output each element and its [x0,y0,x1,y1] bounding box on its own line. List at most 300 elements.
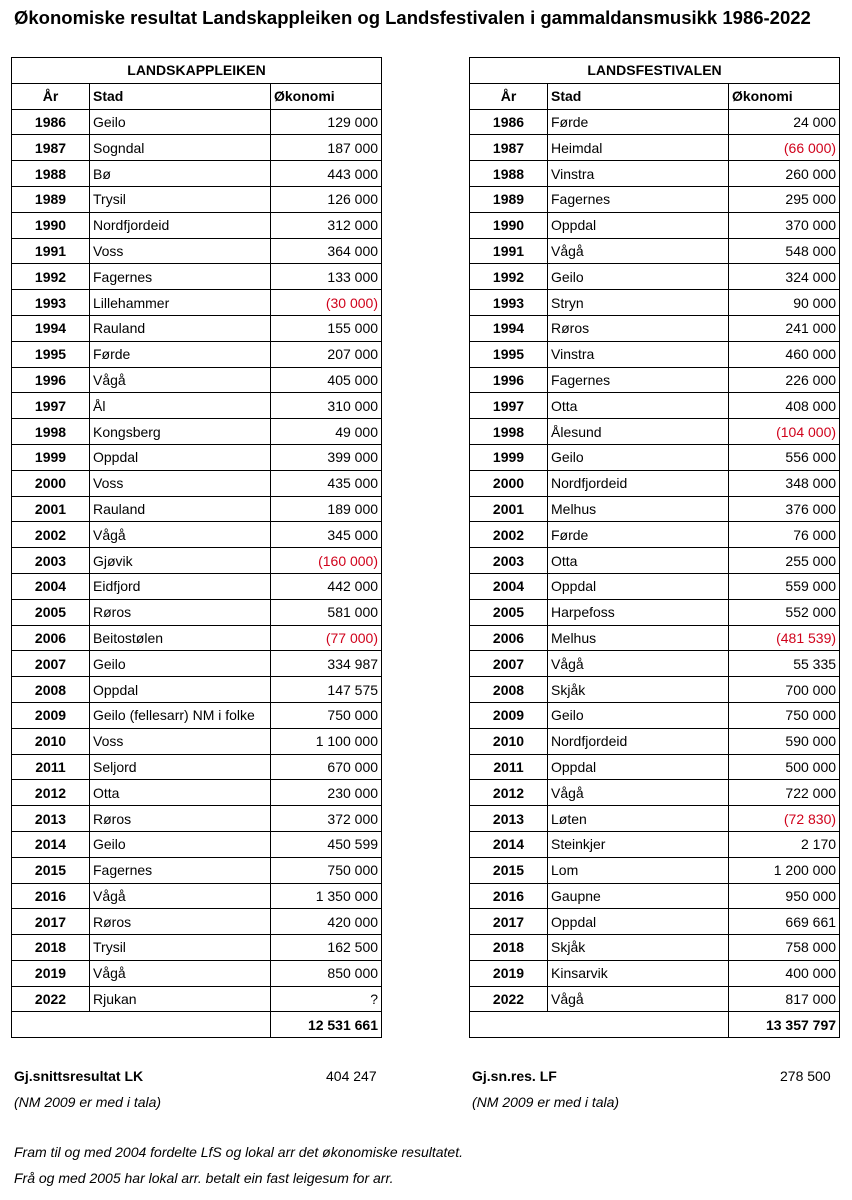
year-cell: 1994 [470,315,548,341]
economy-cell: 129 000 [271,109,382,135]
table-row [470,238,840,264]
year-cell: 1990 [470,212,548,238]
economy-cell: 405 000 [271,367,382,393]
place-cell: Oppdal [548,909,729,935]
table-row [470,986,840,1012]
year-cell: 2000 [470,470,548,496]
economy-cell: 443 000 [271,161,382,187]
place-cell: Rjukan [90,986,271,1012]
year-cell: 1988 [470,161,548,187]
table-row [470,341,840,367]
year-cell: 1995 [470,341,548,367]
footnote-1: Fram til og med 2004 fordelte LfS og lokal arr det økonomiske resultatet. [14,1144,463,1160]
place-cell: Beitostølen [90,625,271,651]
economy-cell: 147 575 [271,677,382,703]
economy-cell: 559 000 [729,573,840,599]
economy-cell: 442 000 [271,573,382,599]
place-cell: Nordfjordeid [548,470,729,496]
place-cell: Steinkjer [548,831,729,857]
place-cell: Voss [90,238,271,264]
place-cell: Løten [548,806,729,832]
landskappleiken-table [11,57,382,1038]
place-cell: Eidfjord [90,573,271,599]
economy-cell: 162 500 [271,935,382,961]
landsfestivalen-table [469,57,840,1038]
economy-cell: 241 000 [729,315,840,341]
year-cell: 1987 [12,135,90,161]
year-cell: 1986 [12,109,90,135]
place-cell: Geilo [90,109,271,135]
place-cell: Voss [90,470,271,496]
table-row [470,419,840,445]
column-header-year: År [470,83,548,109]
table-row [12,857,382,883]
economy-cell: 590 000 [729,728,840,754]
place-cell: Vågå [548,651,729,677]
place-cell: Vågå [548,986,729,1012]
economy-cell: 372 000 [271,806,382,832]
place-cell: Førde [548,109,729,135]
table-row [470,960,840,986]
year-cell: 2007 [12,651,90,677]
economy-cell: 500 000 [729,754,840,780]
year-cell: 1990 [12,212,90,238]
economy-cell: 1 100 000 [271,728,382,754]
year-cell: 2014 [12,831,90,857]
economy-cell: 255 000 [729,548,840,574]
economy-cell: 850 000 [271,960,382,986]
average-value-lf: 278 500 [780,1068,831,1084]
table-row [470,109,840,135]
table-row [12,496,382,522]
economy-cell: 552 000 [729,599,840,625]
table-row [12,444,382,470]
table-row [470,806,840,832]
table-row [470,470,840,496]
place-cell: Geilo [548,264,729,290]
year-cell: 2001 [12,496,90,522]
table-row [12,677,382,703]
economy-cell: 460 000 [729,341,840,367]
year-cell: 1998 [470,419,548,445]
economy-cell: 55 335 [729,651,840,677]
year-cell: 1998 [12,419,90,445]
average-label-lk: Gj.snittsresultat LK [14,1068,144,1084]
economy-cell: 295 000 [729,186,840,212]
economy-cell: 700 000 [729,677,840,703]
table-row [12,419,382,445]
place-cell: Gjøvik [90,548,271,574]
economy-cell: 1 350 000 [271,883,382,909]
table-row [470,780,840,806]
table-row [12,883,382,909]
economy-cell: 230 000 [271,780,382,806]
place-cell: Vågå [90,960,271,986]
economy-cell: 670 000 [271,754,382,780]
place-cell: Førde [90,341,271,367]
place-cell: Heimdal [548,135,729,161]
economy-cell: (72 830) [729,806,840,832]
place-cell: Vågå [90,883,271,909]
place-cell: Otta [548,393,729,419]
table-row [12,341,382,367]
table-row [12,806,382,832]
year-cell: 2022 [470,986,548,1012]
place-cell: Sogndal [90,135,271,161]
place-cell: Fagernes [90,264,271,290]
year-cell: 1989 [470,186,548,212]
table-row [470,186,840,212]
place-cell: Skjåk [548,935,729,961]
economy-cell: 376 000 [729,496,840,522]
economy-cell: 364 000 [271,238,382,264]
economy-cell: 750 000 [729,702,840,728]
table-row [470,135,840,161]
economy-cell: 260 000 [729,161,840,187]
year-cell: 2002 [470,522,548,548]
landskappleiken-heading: LANDSKAPPLEIKEN [12,58,382,84]
economy-cell: 581 000 [271,599,382,625]
table-row [470,522,840,548]
year-cell: 2008 [470,677,548,703]
place-cell: Fagernes [548,367,729,393]
year-cell: 1999 [470,444,548,470]
total-value: 12 531 661 [271,1012,382,1038]
year-cell: 1992 [12,264,90,290]
year-cell: 2004 [12,573,90,599]
economy-cell: 207 000 [271,341,382,367]
economy-cell: 24 000 [729,109,840,135]
place-cell: Vågå [90,522,271,548]
place-cell: Otta [548,548,729,574]
table-row [12,161,382,187]
economy-cell: 548 000 [729,238,840,264]
year-cell: 2007 [470,651,548,677]
year-cell: 2018 [12,935,90,961]
year-cell: 2022 [12,986,90,1012]
economy-cell: 226 000 [729,367,840,393]
table-row [470,754,840,780]
average-label-lf: Gj.sn.res. LF [472,1068,557,1084]
economy-cell: 750 000 [271,857,382,883]
place-cell: Vågå [90,367,271,393]
place-cell: Røros [90,599,271,625]
year-cell: 1986 [470,109,548,135]
table-row [470,857,840,883]
table-row [12,264,382,290]
year-cell: 1988 [12,161,90,187]
table-row [470,677,840,703]
table-row [470,264,840,290]
page-title: Økonomiske resultat Landskappleiken og Landsfestivalen i gammaldansmusikk 1986-2022 [14,7,811,28]
place-cell: Fagernes [90,857,271,883]
economy-cell: 90 000 [729,290,840,316]
table-row [470,444,840,470]
total-label-cell [12,1012,271,1038]
year-cell: 2001 [470,496,548,522]
economy-cell: 950 000 [729,883,840,909]
table-row [12,470,382,496]
column-header-place: Stad [90,83,271,109]
economy-cell: 750 000 [271,702,382,728]
year-cell: 2019 [470,960,548,986]
table-row [12,186,382,212]
table-row [470,393,840,419]
table-row [12,238,382,264]
year-cell: 2012 [12,780,90,806]
table-row [470,935,840,961]
year-cell: 2006 [12,625,90,651]
year-cell: 2017 [470,909,548,935]
economy-cell: 758 000 [729,935,840,961]
place-cell: Geilo [548,702,729,728]
economy-cell: 420 000 [271,909,382,935]
place-cell: Kinsarvik [548,960,729,986]
table-row [12,367,382,393]
economy-cell: 435 000 [271,470,382,496]
note-lk: (NM 2009 er med i tala) [14,1094,162,1110]
table-row [12,135,382,161]
economy-cell: 669 661 [729,909,840,935]
place-cell: Oppdal [548,573,729,599]
table-row [12,573,382,599]
year-cell: 2009 [12,702,90,728]
table-row [470,573,840,599]
total-value: 13 357 797 [729,1012,840,1038]
economy-cell: 370 000 [729,212,840,238]
year-cell: 1992 [470,264,548,290]
table-row [12,909,382,935]
year-cell: 1989 [12,186,90,212]
place-cell: Rauland [90,315,271,341]
year-cell: 1991 [12,238,90,264]
place-cell: Geilo [548,444,729,470]
economy-cell: 155 000 [271,315,382,341]
place-cell: Lillehammer [90,290,271,316]
table-row [12,625,382,651]
place-cell: Oppdal [90,677,271,703]
table-row [470,651,840,677]
year-cell: 2016 [12,883,90,909]
table-row [470,831,840,857]
table-row [470,883,840,909]
year-cell: 2013 [470,806,548,832]
year-cell: 2006 [470,625,548,651]
year-cell: 2018 [470,935,548,961]
economy-cell: (481 539) [729,625,840,651]
column-header-economy: Økonomi [729,83,840,109]
economy-cell: 324 000 [729,264,840,290]
place-cell: Vågå [548,780,729,806]
place-cell: Nordfjordeid [548,728,729,754]
table-row [12,702,382,728]
table-row [12,831,382,857]
year-cell: 2016 [470,883,548,909]
year-cell: 1996 [470,367,548,393]
year-cell: 1993 [470,290,548,316]
economy-cell: 334 987 [271,651,382,677]
economy-cell: 556 000 [729,444,840,470]
place-cell: Bø [90,161,271,187]
place-cell: Røros [548,315,729,341]
year-cell: 2000 [12,470,90,496]
economy-cell: 312 000 [271,212,382,238]
year-cell: 2015 [12,857,90,883]
place-cell: Kongsberg [90,419,271,445]
table-row [12,728,382,754]
place-cell: Skjåk [548,677,729,703]
economy-cell: 126 000 [271,186,382,212]
place-cell: Røros [90,806,271,832]
table-row [470,290,840,316]
economy-cell: (77 000) [271,625,382,651]
economy-cell: (66 000) [729,135,840,161]
table-row [12,290,382,316]
economy-cell: 76 000 [729,522,840,548]
year-cell: 1997 [12,393,90,419]
year-cell: 2010 [12,728,90,754]
table-row [470,315,840,341]
economy-cell: ? [271,986,382,1012]
year-cell: 2003 [470,548,548,574]
table-row [470,367,840,393]
year-cell: 1994 [12,315,90,341]
economy-cell: (30 000) [271,290,382,316]
year-cell: 2002 [12,522,90,548]
year-cell: 2003 [12,548,90,574]
table-row [470,496,840,522]
year-cell: 2008 [12,677,90,703]
place-cell: Gaupne [548,883,729,909]
place-cell: Rauland [90,496,271,522]
year-cell: 2019 [12,960,90,986]
place-cell: Fagernes [548,186,729,212]
place-cell: Oppdal [90,444,271,470]
year-cell: 2014 [470,831,548,857]
average-value-lk: 404 247 [326,1068,377,1084]
place-cell: Oppdal [548,754,729,780]
table-row [470,625,840,651]
table-row [470,909,840,935]
year-cell: 2017 [12,909,90,935]
year-cell: 1987 [470,135,548,161]
economy-cell: 133 000 [271,264,382,290]
year-cell: 2012 [470,780,548,806]
economy-cell: 399 000 [271,444,382,470]
table-row [12,315,382,341]
year-cell: 2005 [470,599,548,625]
table-row [470,728,840,754]
table-row [470,212,840,238]
place-cell: Geilo [90,651,271,677]
place-cell: Førde [548,522,729,548]
economy-cell: 408 000 [729,393,840,419]
column-header-year: År [12,83,90,109]
place-cell: Vinstra [548,341,729,367]
economy-cell: (160 000) [271,548,382,574]
place-cell: Vinstra [548,161,729,187]
table-row [12,935,382,961]
table-row [12,599,382,625]
year-cell: 1996 [12,367,90,393]
place-cell: Melhus [548,496,729,522]
economy-cell: 817 000 [729,986,840,1012]
place-cell: Stryn [548,290,729,316]
place-cell: Vågå [548,238,729,264]
table-row [12,109,382,135]
year-cell: 2005 [12,599,90,625]
place-cell: Trysil [90,935,271,961]
place-cell: Røros [90,909,271,935]
place-cell: Ål [90,393,271,419]
place-cell: Otta [90,780,271,806]
year-cell: 2009 [470,702,548,728]
economy-cell: 722 000 [729,780,840,806]
year-cell: 2011 [12,754,90,780]
table-row [470,599,840,625]
economy-cell: 1 200 000 [729,857,840,883]
place-cell: Nordfjordeid [90,212,271,238]
place-cell: Ålesund [548,419,729,445]
year-cell: 1997 [470,393,548,419]
economy-cell: 189 000 [271,496,382,522]
table-row [12,960,382,986]
economy-cell: 450 599 [271,831,382,857]
footnote-2: Frå og med 2005 har lokal arr. betalt ein fast leigesum for arr. [14,1170,394,1186]
table-row [12,548,382,574]
total-label-cell [470,1012,729,1038]
economy-cell: 345 000 [271,522,382,548]
place-cell: Oppdal [548,212,729,238]
place-cell: Trysil [90,186,271,212]
table-row [12,393,382,419]
year-cell: 2004 [470,573,548,599]
column-header-economy: Økonomi [271,83,382,109]
table-row [470,161,840,187]
economy-cell: 187 000 [271,135,382,161]
year-cell: 1999 [12,444,90,470]
table-row [470,702,840,728]
place-cell: Harpefoss [548,599,729,625]
table-row [12,754,382,780]
economy-cell: 49 000 [271,419,382,445]
year-cell: 2010 [470,728,548,754]
table-row [12,522,382,548]
place-cell: Geilo (fellesarr) NM i folke [90,702,271,728]
year-cell: 1993 [12,290,90,316]
economy-cell: 2 170 [729,831,840,857]
column-header-place: Stad [548,83,729,109]
economy-cell: 348 000 [729,470,840,496]
year-cell: 2015 [470,857,548,883]
table-row [12,651,382,677]
year-cell: 2011 [470,754,548,780]
place-cell: Lom [548,857,729,883]
place-cell: Geilo [90,831,271,857]
table-row [470,548,840,574]
place-cell: Seljord [90,754,271,780]
year-cell: 1991 [470,238,548,264]
economy-cell: 310 000 [271,393,382,419]
year-cell: 1995 [12,341,90,367]
table-row [12,212,382,238]
place-cell: Melhus [548,625,729,651]
place-cell: Voss [90,728,271,754]
year-cell: 2013 [12,806,90,832]
landsfestivalen-heading: LANDSFESTIVALEN [470,58,840,84]
economy-cell: 400 000 [729,960,840,986]
economy-cell: (104 000) [729,419,840,445]
